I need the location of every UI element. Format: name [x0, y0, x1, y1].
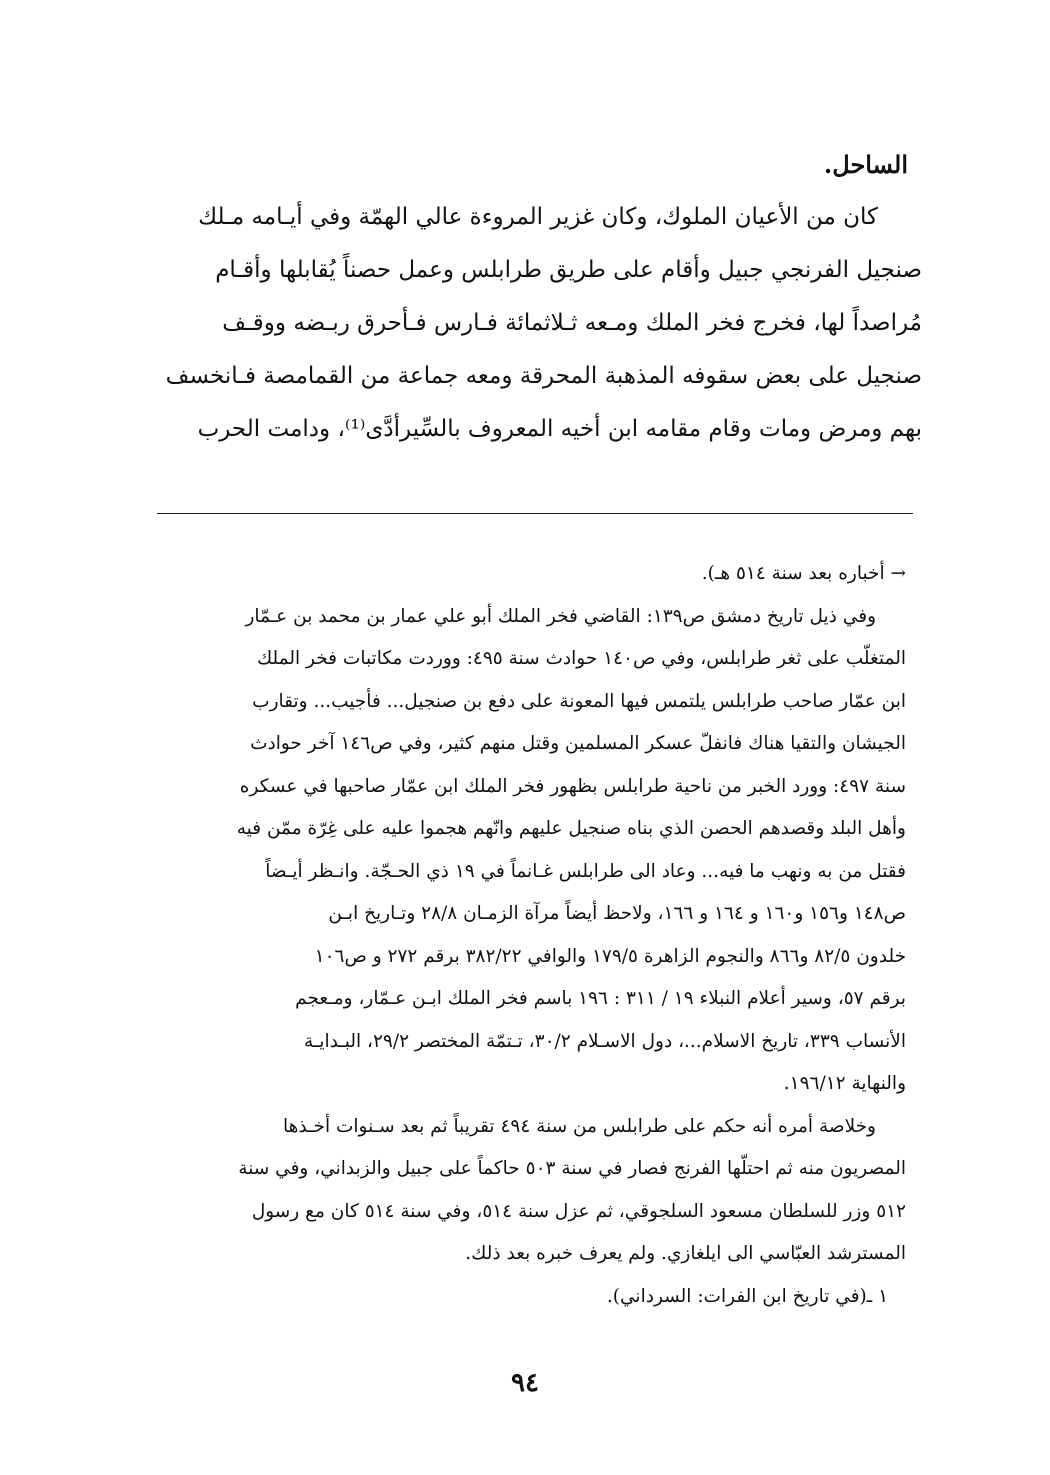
footnote-line: → أخباره بعد سنة ٥١٤ هـ). — [701, 563, 906, 584]
footnote-line: برقم ٥٧، وسير أعلام النبلاء ١٩ / ٣١١ : ١٩٦ باسم فخر الملك ابـن عـمّار، ومـعجم — [295, 988, 906, 1009]
footnote-divider — [157, 513, 913, 514]
main-text-line: صنجيل الفرنجي جبيل وأقام على طريق طرابلس وعمل حصناً يُقابلها وأقـام — [215, 257, 922, 283]
main-text-line: بهم ومرض ومات وقام مقامه ابن أخيه المعروف بالسِّيرأدَّى⁽¹⁾، ودامت الحرب — [197, 416, 922, 442]
footnote-line: الجيشان والتقيا هناك فانفلّ عسكر المسلمين وقتل منهم كثير، وفي ص١٤٦ آخر حوادث — [250, 733, 906, 754]
footnote-line: وخلاصة أمره أنه حكم على طرابلس من سنة ٤٩٤ تقريباً ثم بعد سـنوات أخـذها — [283, 1115, 876, 1137]
footnote-line: الأنساب ٣٣٩، تاريخ الاسلام...، دول الاسـلام ٣٠/٢، تـتمّة المختصر ٢٩/٢، البـدايـة — [304, 1030, 906, 1052]
section-heading: الساحل. — [823, 150, 908, 179]
footnote-line: المصريون منه ثم احتلّها الفرنج فصار في سنة ٥٠٣ حاكماً على جبيل والزبداني، وفي سنة — [238, 1158, 906, 1179]
footnote-line: وأهل البلد وقصدهم الحصن الذي بناه صنجيل عليهم وانّهم هجموا عليه على غِرّة ممّن فيه — [236, 818, 906, 839]
footnote-line: فقتل من به ونهب ما فيه... وعاد الى طرابلس غـانماً في ١٩ ذي الحـجّة. وانـظر أيـضاً — [265, 860, 906, 882]
footnote-line: ابن عمّار صاحب طرابلس يلتمس فيها المعونة على دفع بن صنجيل... فأجيب... وتقارب — [252, 690, 906, 712]
footnote-reference: ١ ـ(في تاريخ ابن الفرات: السرداني). — [606, 1285, 888, 1307]
main-text-line: كان من الأعيان الملوك، وكان غزير المروءة عالي الهمّة وفي أيـامه مـلك — [198, 204, 878, 230]
footnote-line: المتغلّب على ثغر طرابلس، وفي ص١٤٠ حوادث سنة ٤٩٥: ووردت مكاتبات فخر الملك — [256, 648, 906, 669]
footnote-line: والنهاية ١٩٦/١٢. — [783, 1073, 906, 1094]
footnote-line: سنة ٤٩٧: وورد الخبر من ناحية طرابلس بظهور فخر الملك ابن عمّار صاحبها في عسكره — [239, 775, 906, 797]
footnote-line: ص١٤٨ و١٥٦ و١٦٠ و ١٦٤ و ١٦٦، ولاحظ أيضاً مرآة الزمـان ٢٨/٨ وتـاريخ ابـن — [328, 903, 906, 924]
page-number: ٩٤ — [511, 1368, 539, 1398]
main-text-line: صنجيل على بعض سقوفه المذهبة المحرقة ومعه جماعة من القمامصة فـانخسف — [165, 363, 922, 389]
footnote-line: ٥١٢ وزر للسلطان مسعود السلجوقي، ثم عزل سنة ٥١٤، وفي سنة ٥١٤ كان مع رسول — [251, 1200, 906, 1222]
footnote-line: المسترشد العبّاسي الى ايلغازي. ولم يعرف خبره بعد ذلك. — [465, 1243, 906, 1264]
footnotes — [136, 553, 906, 1318]
footnote-line: وفي ذيل تاريخ دمشق ص١٣٩: القاضي فخر الملك أبو علي عمار بن محمد بن عـمّار — [245, 605, 876, 627]
main-text — [160, 138, 922, 456]
main-text-line: مُراصداً لها، فخرج فخر الملك ومـعه ثـلاثمائة فـارس فـأحرق ربـضه ووقـف — [222, 310, 922, 336]
footnote-line: خلدون ٨٢/٥ و٨٦٦ والنجوم الزاهرة ١٧٩/٥ والوافي ٣٨٢/٢٢ برقم ٢٧٢ و ص١٠٦ — [314, 945, 906, 967]
